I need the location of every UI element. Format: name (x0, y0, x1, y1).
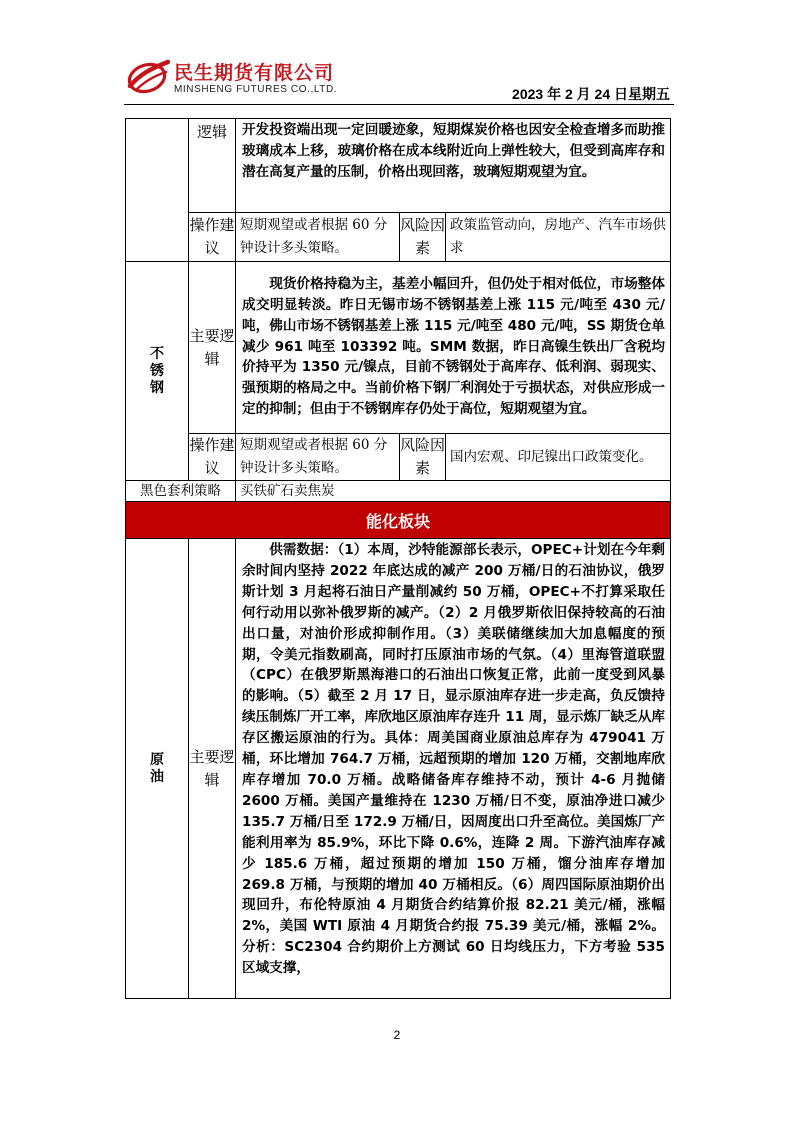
glass-name-cell (126, 119, 189, 262)
glass-advice-row (126, 213, 671, 262)
crude-name: 原油 (150, 751, 164, 785)
glass-risk-text: 政策监管动向，房地产、汽车市场供求 (446, 213, 671, 262)
arbitrage-label: 黑色套利策略 (126, 481, 236, 502)
stainless-logic-text: 现货价格持稳为主，基差小幅回升，但仍处于相对低位，市场整体成交明显转淡。昨日无锡市场不锈钢基差上涨 115 元/吨至 430 元/吨，佛山市场不锈钢基差上涨 115 元/吨至 480 元/吨，SS 期货仓单减少 961 吨至 103392 吨。SMM 数据，昨日高镍生铁出厂含税均价持平为 1350 元/镍点，目前不锈钢处于高库存、低利润、弱现实、强预期的格局之中。当前价格下钢厂利润处于亏损状态，对供应形成一定的抑制；但由于不锈钢库存仍处于高位，短期观望为宜。 (236, 262, 671, 434)
crude-logic-text: 供需数据：（1）本周，沙特能源部长表示，OPEC+计划在今年剩余时间内坚持 2022 年底达成的减产 200 万桶/日的石油协议，俄罗斯计划 3 月起将石油日产量削减约 50 万桶，OPEC+不打算采取任何行动用以弥补俄罗斯的减产。（2）2 月俄罗斯依旧保持较高的石油出口量，对油价形成抑制作用。（3）美联储继续加大加息幅度的预期，令美元指数刷高，同时打压原油市场的气氛。（4）里海管道联盟（CPC）在俄罗斯黑海港口的石油出口恢复正常，此前一度受到风暴的影响。（5）截至 2 月 17 日，显示原油库存进一步走高，负反馈持续压制炼厂开工率，库欣地区原油库存连升 11 周，显示炼厂缺乏从库存区搬运原油的行为。具体：周美国商业原油总库存为 479041 万桶，环比增加 764.7 万桶，远超预期的增加 120 万桶，交割地库欣库存增加 70.0 万桶。战略储备库存维持不动，预计 4-6 月抛储 2600 万桶。美国产量维持在 1230 万桶/日不变，原油净进口减少 135.7 万桶/日至 172.9 万桶/日，因周度出口升至高位。美国炼厂产能利用率为 85.9%，环比下降 0.6%，连降 2 周。下游汽油库存减少 185.6 万桶，超过预期的增加 150 万桶，馏分油库存增加 269.8 万桶，与预期的增加 40 万桶相反。（6）周四国际原油期价出现回升，布伦特原油 4 月期货合约结算价报 82.21 美元/桶，涨幅 2%，美国 WTI 原油 4 月期货合约报 75.39 美元/桶，涨幅 2%。分析：SC2304 合约期价上方测试 60 日均线压力，下方考验 535 区域支撑， (236, 539, 671, 999)
glass-risk-label: 风险因素 (400, 213, 446, 262)
stainless-name-cell (126, 262, 189, 481)
section-header-row (126, 502, 671, 539)
stainless-logic-row (126, 262, 671, 434)
report-date: 2023 年 2 月 24 日星期五 (512, 86, 670, 102)
glass-logic-text: 开发投资端出现一定回暖迹象，短期煤炭价格也因安全检查增多而助推玻璃成本上移，玻璃价格在成本线附近向上弹性较大，但受到高库存和潜在高复产量的压制，价格出现回落，玻璃短期观望为宜。 (236, 119, 671, 213)
header-rule (124, 104, 674, 105)
glass-advice-text: 短期观望或者根据 60 分钟设计多头策略。 (236, 213, 400, 262)
arbitrage-text: 买铁矿石卖焦炭 (236, 481, 671, 502)
arbitrage-row (126, 481, 671, 502)
stainless-advice-row (126, 434, 671, 481)
crude-logic-label: 主要逻辑 (189, 539, 236, 999)
company-name-en: MINSHENG FUTURES CO.,LTD. (174, 84, 338, 95)
section-title: 能化板块 (126, 502, 671, 539)
stainless-risk-label: 风险因素 (400, 434, 446, 481)
stainless-risk-text: 国内宏观、印尼镍出口政策变化。 (446, 434, 671, 481)
minsheng-logo-icon (126, 56, 170, 96)
report-table (125, 118, 671, 999)
page-number: 2 (393, 1028, 401, 1042)
crude-logic-row (126, 539, 671, 999)
glass-logic-row (126, 119, 671, 213)
stainless-advice-label: 操作建议 (189, 434, 236, 481)
stainless-name: 不锈钢 (150, 345, 164, 396)
crude-name-cell (126, 539, 189, 999)
stainless-advice-text: 短期观望或者根据 60 分钟设计多头策略。 (236, 434, 400, 481)
company-name-cn: 民生期货有限公司 (174, 62, 335, 84)
glass-logic-label: 逻辑 (189, 119, 236, 213)
stainless-logic-label: 主要逻辑 (189, 262, 236, 434)
page-header (116, 56, 676, 108)
glass-advice-label: 操作建议 (189, 213, 236, 262)
